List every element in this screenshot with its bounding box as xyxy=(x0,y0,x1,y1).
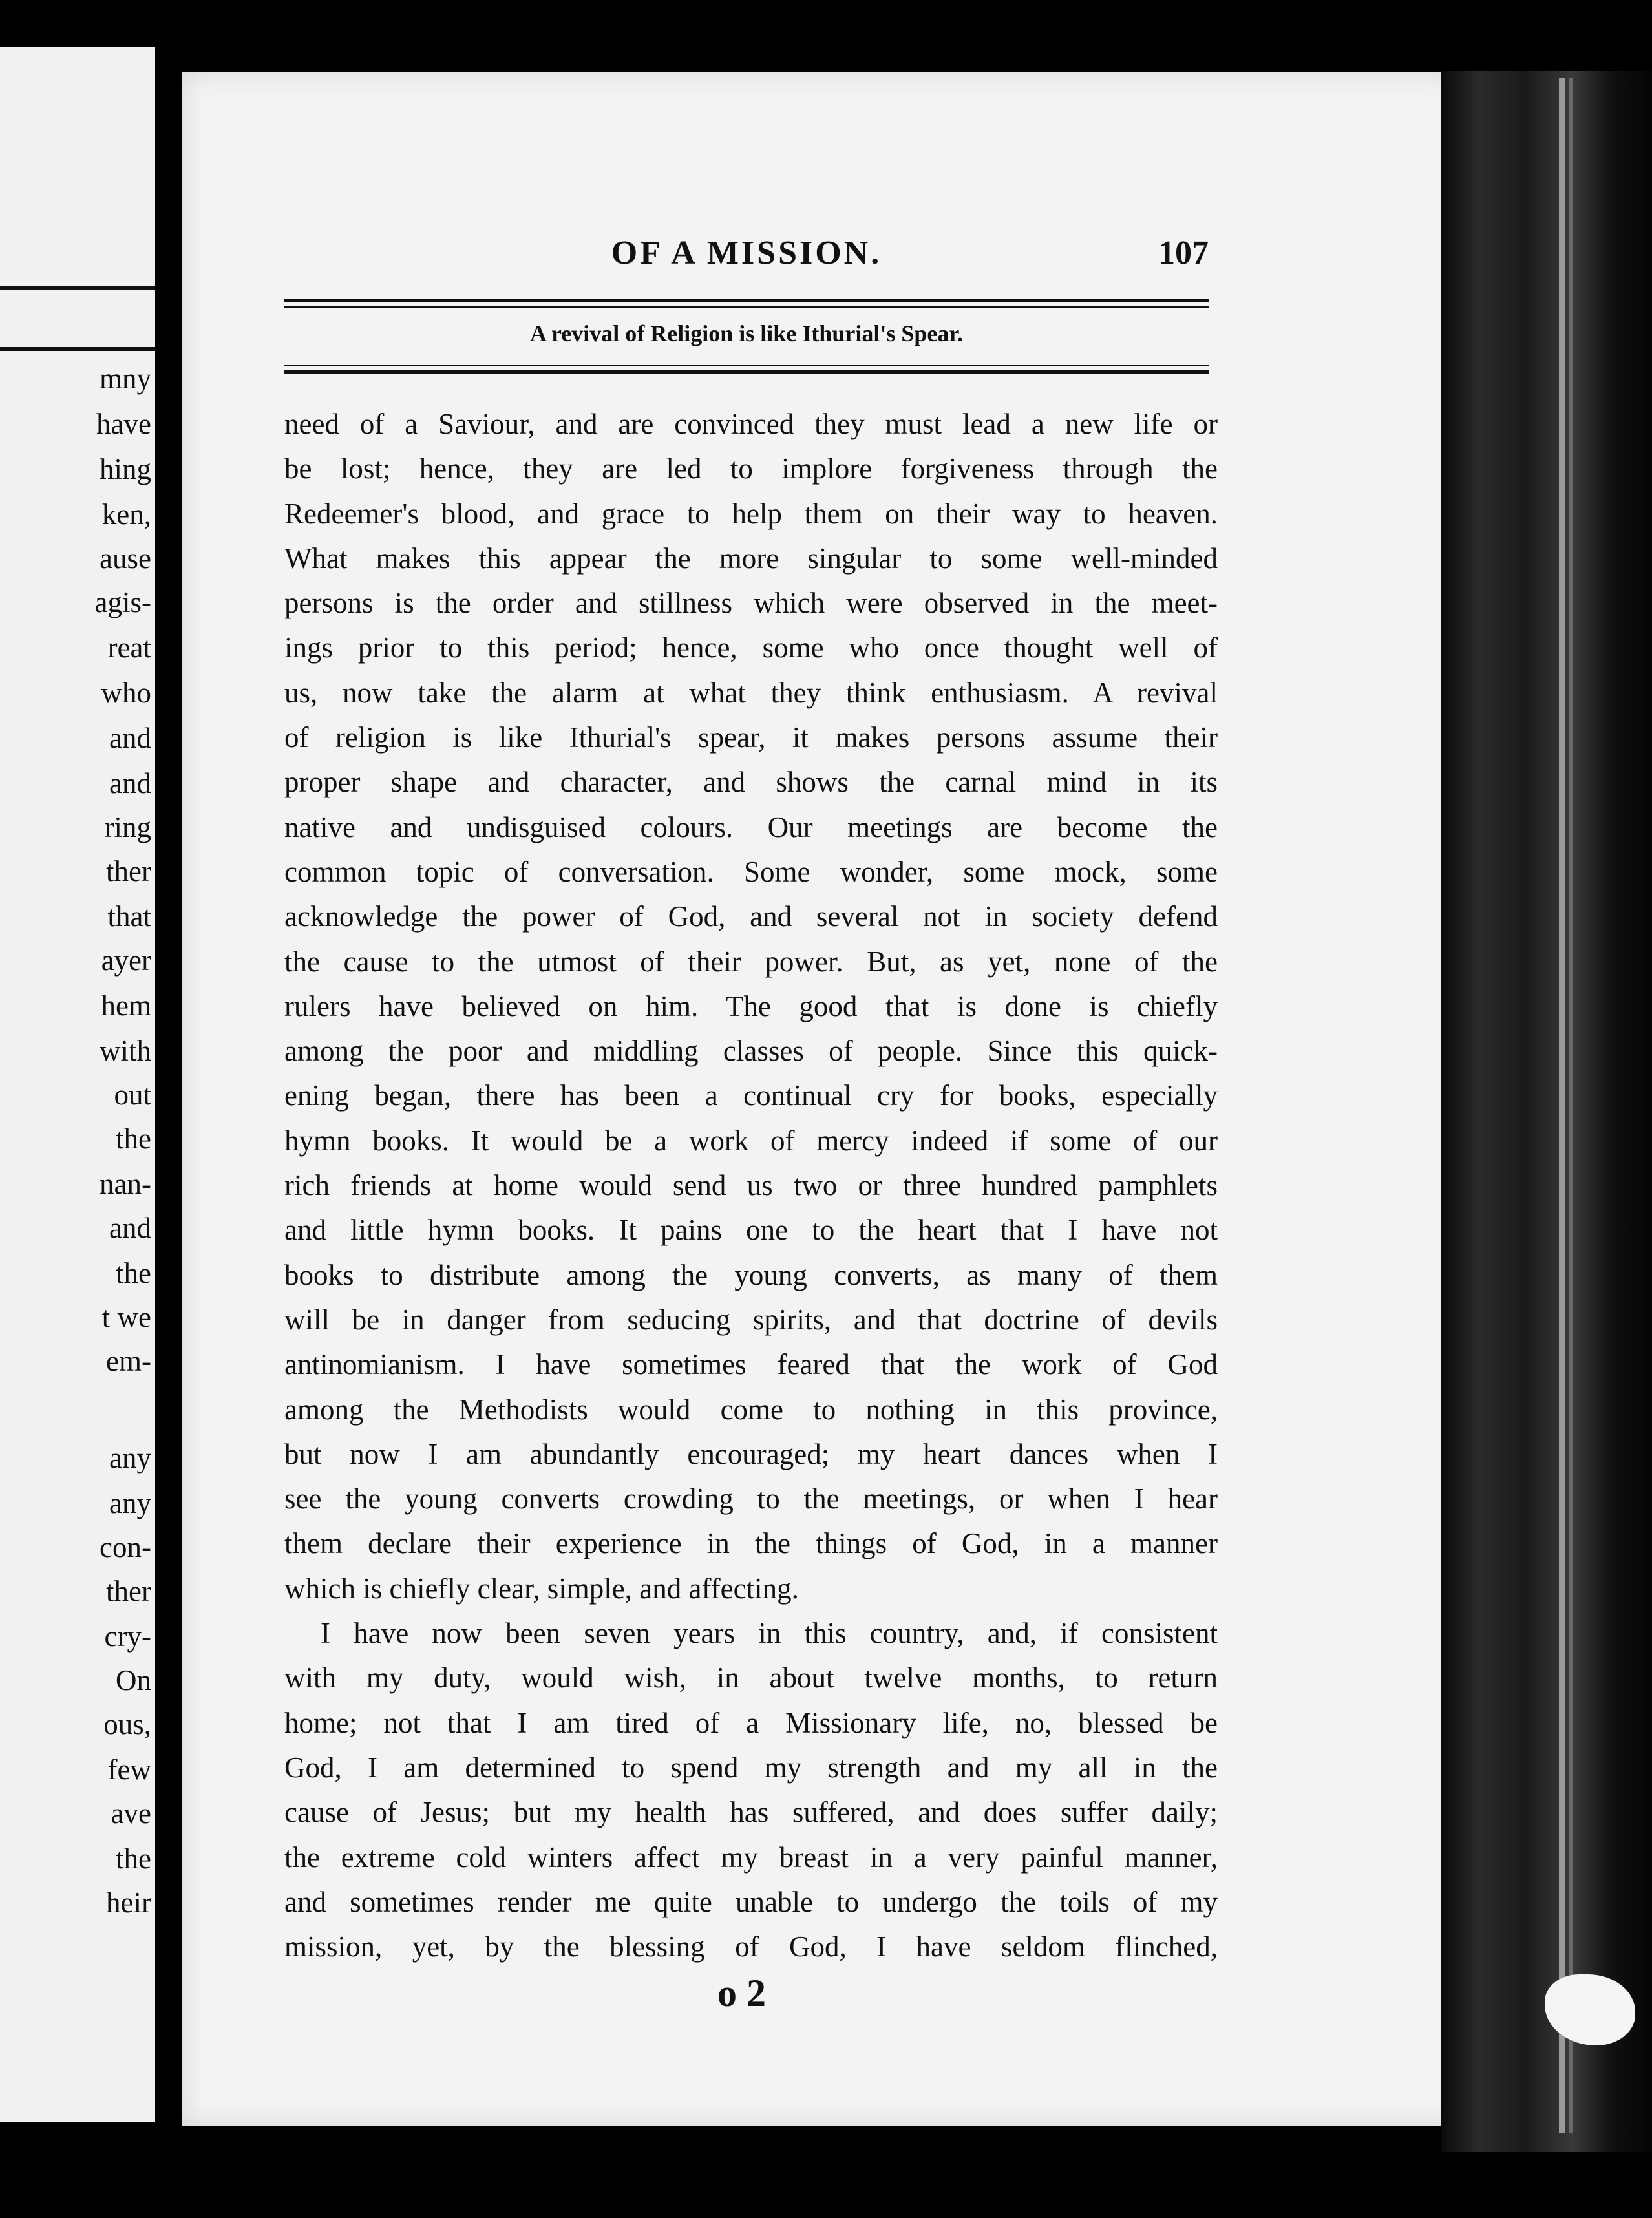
header-rule-bottom xyxy=(284,370,1209,374)
left-page-line-fragment: the xyxy=(116,1843,151,1875)
left-page-line-fragment: On xyxy=(116,1664,151,1696)
left-page-line-fragment: ave xyxy=(111,1797,151,1830)
text-line: hymn books. It would be a work of mercy indeed if some of our xyxy=(284,1124,1218,1157)
text-line: native and undisguised colours. Our meetings are become the xyxy=(284,810,1218,843)
text-line: and little hymn books. It pains one to the heart that I have not xyxy=(284,1214,1218,1247)
left-page-line-fragment: ause xyxy=(100,542,151,575)
left-page-line-fragment: mny xyxy=(99,363,151,395)
text-line: cause of Jesus; but my health has suffered, and does suffer daily; xyxy=(284,1796,1218,1829)
left-page-line-fragment: with xyxy=(99,1035,151,1067)
left-page-line-fragment: ous, xyxy=(103,1708,151,1740)
left-page-line-fragment: hem xyxy=(101,989,151,1022)
left-page-line-fragment: the xyxy=(116,1123,151,1155)
text-line: acknowledge the power of God, and several not in society defend xyxy=(284,900,1218,933)
header-rule-bottom-thin xyxy=(284,365,1209,366)
text-line: of religion is like Ithurial's spear, it makes persons assume their xyxy=(284,721,1218,754)
left-page-fragment xyxy=(0,47,155,2122)
text-line: among the Methodists would come to nothing in this province, xyxy=(284,1393,1218,1426)
text-line: God, I am determined to spend my strength and my all in the xyxy=(284,1751,1218,1784)
left-page-line-fragment: reat xyxy=(107,631,151,664)
text-line: the cause to the utmost of their power. But, as yet, none of the xyxy=(284,945,1218,978)
paragraph-2 xyxy=(284,1611,1218,1969)
left-page-line-fragment: ring xyxy=(104,811,151,843)
book-binding-edge xyxy=(1441,71,1652,2152)
text-line: the extreme cold winters affect my breast in a very painful manner, xyxy=(284,1841,1218,1874)
header-rule-top xyxy=(284,299,1209,302)
text-line: What makes this appear the more singular to some well-minded xyxy=(284,542,1218,575)
page-edge-strip xyxy=(1569,78,1573,2133)
left-page-line-fragment: agis- xyxy=(94,586,151,618)
page-number: 107 xyxy=(1158,235,1209,271)
text-line: ings prior to this period; hence, some who once thought well of xyxy=(284,631,1218,664)
text-line: be lost; hence, they are led to implore forgiveness through the xyxy=(284,452,1218,485)
text-line: us, now take the alarm at what they think enthusiasm. A revival xyxy=(284,676,1218,709)
left-page-line-fragment: have xyxy=(96,408,151,440)
left-page-line-fragment: ken, xyxy=(101,498,151,531)
left-page-line-fragment: ther xyxy=(106,855,151,887)
text-line: antinomianism. I have sometimes feared that the work of God xyxy=(284,1348,1218,1381)
text-line: need of a Saviour, and are convinced they must lead a new life or xyxy=(284,408,1218,440)
left-page-line-fragment: and xyxy=(109,1212,151,1244)
left-page-line-fragment: t we xyxy=(101,1301,151,1333)
text-line: among the poor and middling classes of people. Since this quick- xyxy=(284,1035,1218,1068)
left-page-line-fragment: any xyxy=(109,1442,151,1474)
text-line: ening began, there has been a continual cry for books, especially xyxy=(284,1079,1218,1112)
text-line: but now I am abundantly encouraged; my heart dances when I xyxy=(284,1437,1218,1470)
text-line: see the young converts crowding to the meetings, or when I hear xyxy=(284,1483,1218,1516)
text-line: them declare their experience in the things of God, in a manner xyxy=(284,1527,1218,1560)
text-line: home; not that I am tired of a Missionary life, no, blessed be xyxy=(284,1706,1218,1739)
left-page-line-fragment: that xyxy=(107,900,151,933)
left-page-line-fragment: cry- xyxy=(104,1620,151,1653)
left-page-line-fragment: few xyxy=(107,1753,151,1786)
left-page-line-fragment: heir xyxy=(106,1886,151,1919)
text-line: will be in danger from seducing spirits, and that doctrine of devils xyxy=(284,1303,1218,1336)
text-line: with my duty, would wish, in about twelve months, to return xyxy=(284,1662,1218,1695)
left-page-rule xyxy=(0,347,155,351)
left-page-rule xyxy=(0,286,155,290)
left-page-line-fragment: nan- xyxy=(100,1168,151,1200)
text-line: and sometimes render me quite unable to undergo the toils of my xyxy=(284,1885,1218,1918)
text-line: books to distribute among the young converts, as many of them xyxy=(284,1258,1218,1291)
running-title: OF A MISSION. xyxy=(611,235,882,271)
left-page-line-fragment: em- xyxy=(106,1345,151,1377)
signature-mark: o 2 xyxy=(717,1972,766,2014)
text-line: mission, yet, by the blessing of God, I have seldom flinched, xyxy=(284,1930,1218,1963)
text-line: Redeemer's blood, and grace to help them on their way to heaven. xyxy=(284,497,1218,530)
page-header xyxy=(284,234,1209,279)
left-page-line-fragment: ther xyxy=(106,1575,151,1607)
text-line: I have now been seven years in this country, and, if consistent xyxy=(321,1617,1218,1650)
left-page-line-fragment: the xyxy=(116,1257,151,1289)
text-line: common topic of conversation. Some wonder, some mock, some xyxy=(284,855,1218,888)
left-page-line-fragment: and xyxy=(109,722,151,754)
paragraph-1 xyxy=(284,402,1218,1611)
left-page-line-fragment: con- xyxy=(100,1531,151,1563)
left-page-line-fragment: out xyxy=(114,1079,151,1111)
left-page-line-fragment: any xyxy=(109,1487,151,1519)
section-subheading: A revival of Religion is like Ithurial's Spear. xyxy=(529,321,964,346)
text-line: rich friends at home would send us two or three hundred pamphlets xyxy=(284,1169,1218,1202)
left-page-line-fragment: ayer xyxy=(101,944,151,977)
text-line: proper shape and character, and shows the carnal mind in its xyxy=(284,766,1218,799)
left-page-line-fragment: hing xyxy=(99,453,151,485)
text-line: which is chiefly clear, simple, and affecting. xyxy=(284,1572,799,1605)
text-line: rulers have believed on him. The good that is done is chiefly xyxy=(284,989,1218,1022)
text-line: persons is the order and stillness which were observed in the meet- xyxy=(284,587,1218,620)
body-text xyxy=(284,402,1218,1969)
left-page-line-fragment: who xyxy=(101,677,151,709)
header-rule-top-thin xyxy=(284,306,1209,308)
page-edge-strip xyxy=(1559,78,1565,2133)
left-page-line-fragment: and xyxy=(109,767,151,799)
